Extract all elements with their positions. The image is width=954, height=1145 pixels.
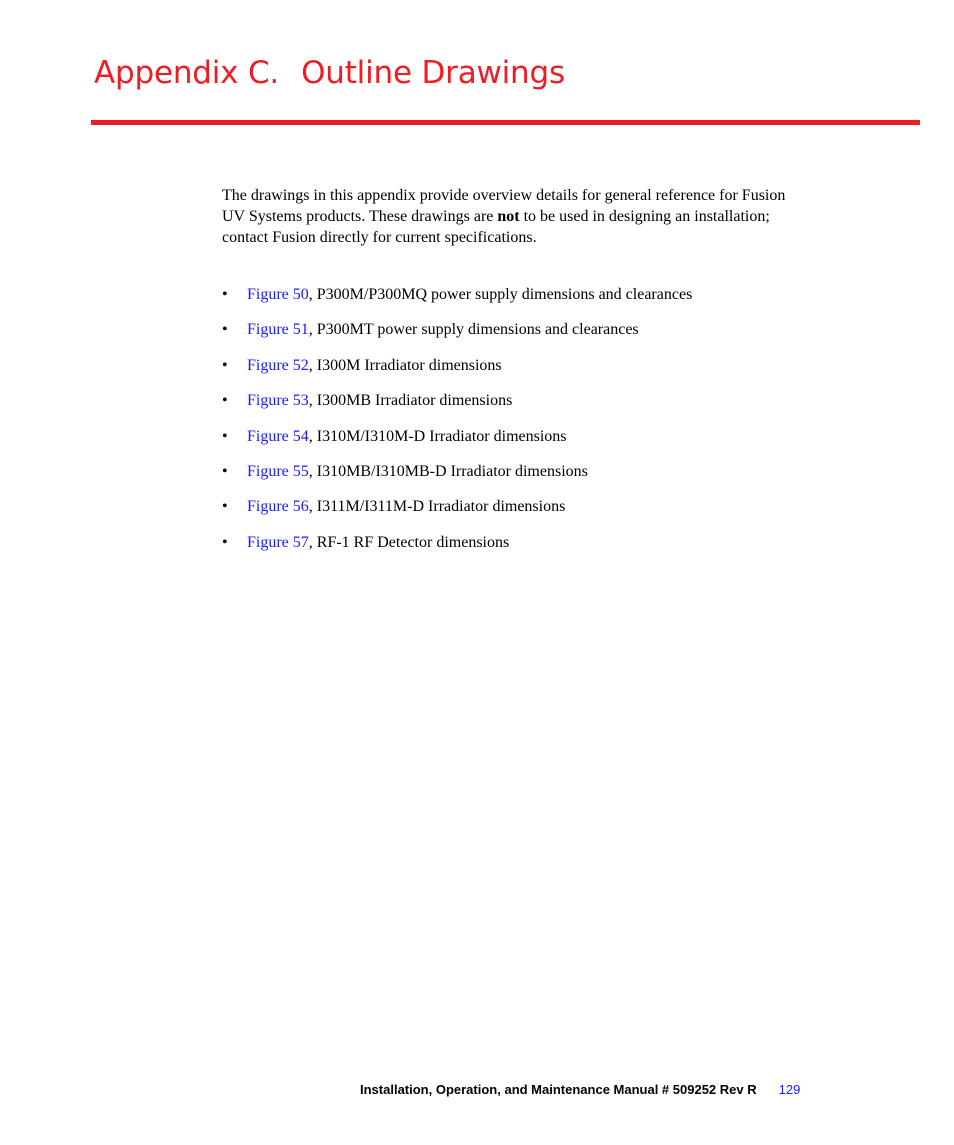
figure-list-item: [222, 389, 692, 424]
figure-51-link[interactable]: Figure 51: [247, 321, 309, 339]
figure-53-link[interactable]: Figure 53: [247, 392, 309, 410]
figure-54-link[interactable]: Figure 54: [247, 427, 309, 445]
figure-55-link[interactable]: Figure 55: [247, 462, 309, 480]
intro-text-end: to be used in designing an installation; contact Fusion directly for current specifications.: [222, 208, 770, 246]
figure-list-item: [222, 495, 692, 530]
bullet-icon: •: [222, 356, 228, 374]
figure-list-item: [222, 354, 692, 389]
figure-list-item: [222, 425, 692, 460]
figure-description: , P300M/P300MQ power supply dimensions and clearances: [308, 286, 693, 303]
title-divider: [91, 120, 920, 125]
figure-description: , RF-1 RF Detector dimensions: [308, 533, 510, 551]
intro-emphasis: not: [497, 208, 520, 225]
figure-list-item: [222, 318, 692, 353]
bullet-icon: •: [222, 498, 228, 516]
figure-list-item: [222, 460, 692, 495]
figure-56-link[interactable]: Figure 56: [247, 498, 309, 516]
figure-description: , P300MT power supply dimensions and clearances: [308, 321, 639, 339]
figure-description: , I310M/I310M-D Irradiator dimensions: [308, 427, 567, 445]
chapter-label: Appendix C.: [94, 55, 280, 91]
figure-list-item: [222, 531, 692, 566]
figure-50-link[interactable]: Figure 50: [247, 286, 309, 303]
figure-description: , I310MB/I310MB-D Irradiator dimensions: [308, 462, 588, 480]
page-number: 129: [778, 1082, 801, 1097]
chapter-title: [94, 55, 565, 91]
bullet-icon: •: [222, 462, 228, 480]
intro-text-start: The drawings in this appendix provide overview details for general reference for Fusion UV Systems products. These drawings are: [222, 187, 786, 225]
figure-description: , I300M Irradiator dimensions: [308, 356, 502, 374]
chapter-name: Outline Drawings: [301, 55, 565, 91]
bullet-icon: •: [222, 321, 228, 339]
figure-52-link[interactable]: Figure 52: [247, 356, 309, 374]
figure-list-item: [222, 283, 692, 318]
manual-title: Installation, Operation, and Maintenance Manual # 509252 Rev R: [360, 1082, 757, 1097]
figure-description: , I300MB Irradiator dimensions: [308, 392, 513, 410]
bullet-icon: •: [222, 392, 228, 410]
figure-57-link[interactable]: Figure 57: [247, 533, 309, 551]
figure-description: , I311M/I311M-D Irradiator dimensions: [308, 498, 566, 516]
figure-list: [222, 283, 692, 566]
intro-paragraph: [222, 185, 802, 248]
bullet-icon: •: [222, 427, 228, 445]
page-footer: [360, 1082, 800, 1097]
bullet-icon: •: [222, 533, 228, 551]
bullet-icon: •: [222, 286, 228, 303]
